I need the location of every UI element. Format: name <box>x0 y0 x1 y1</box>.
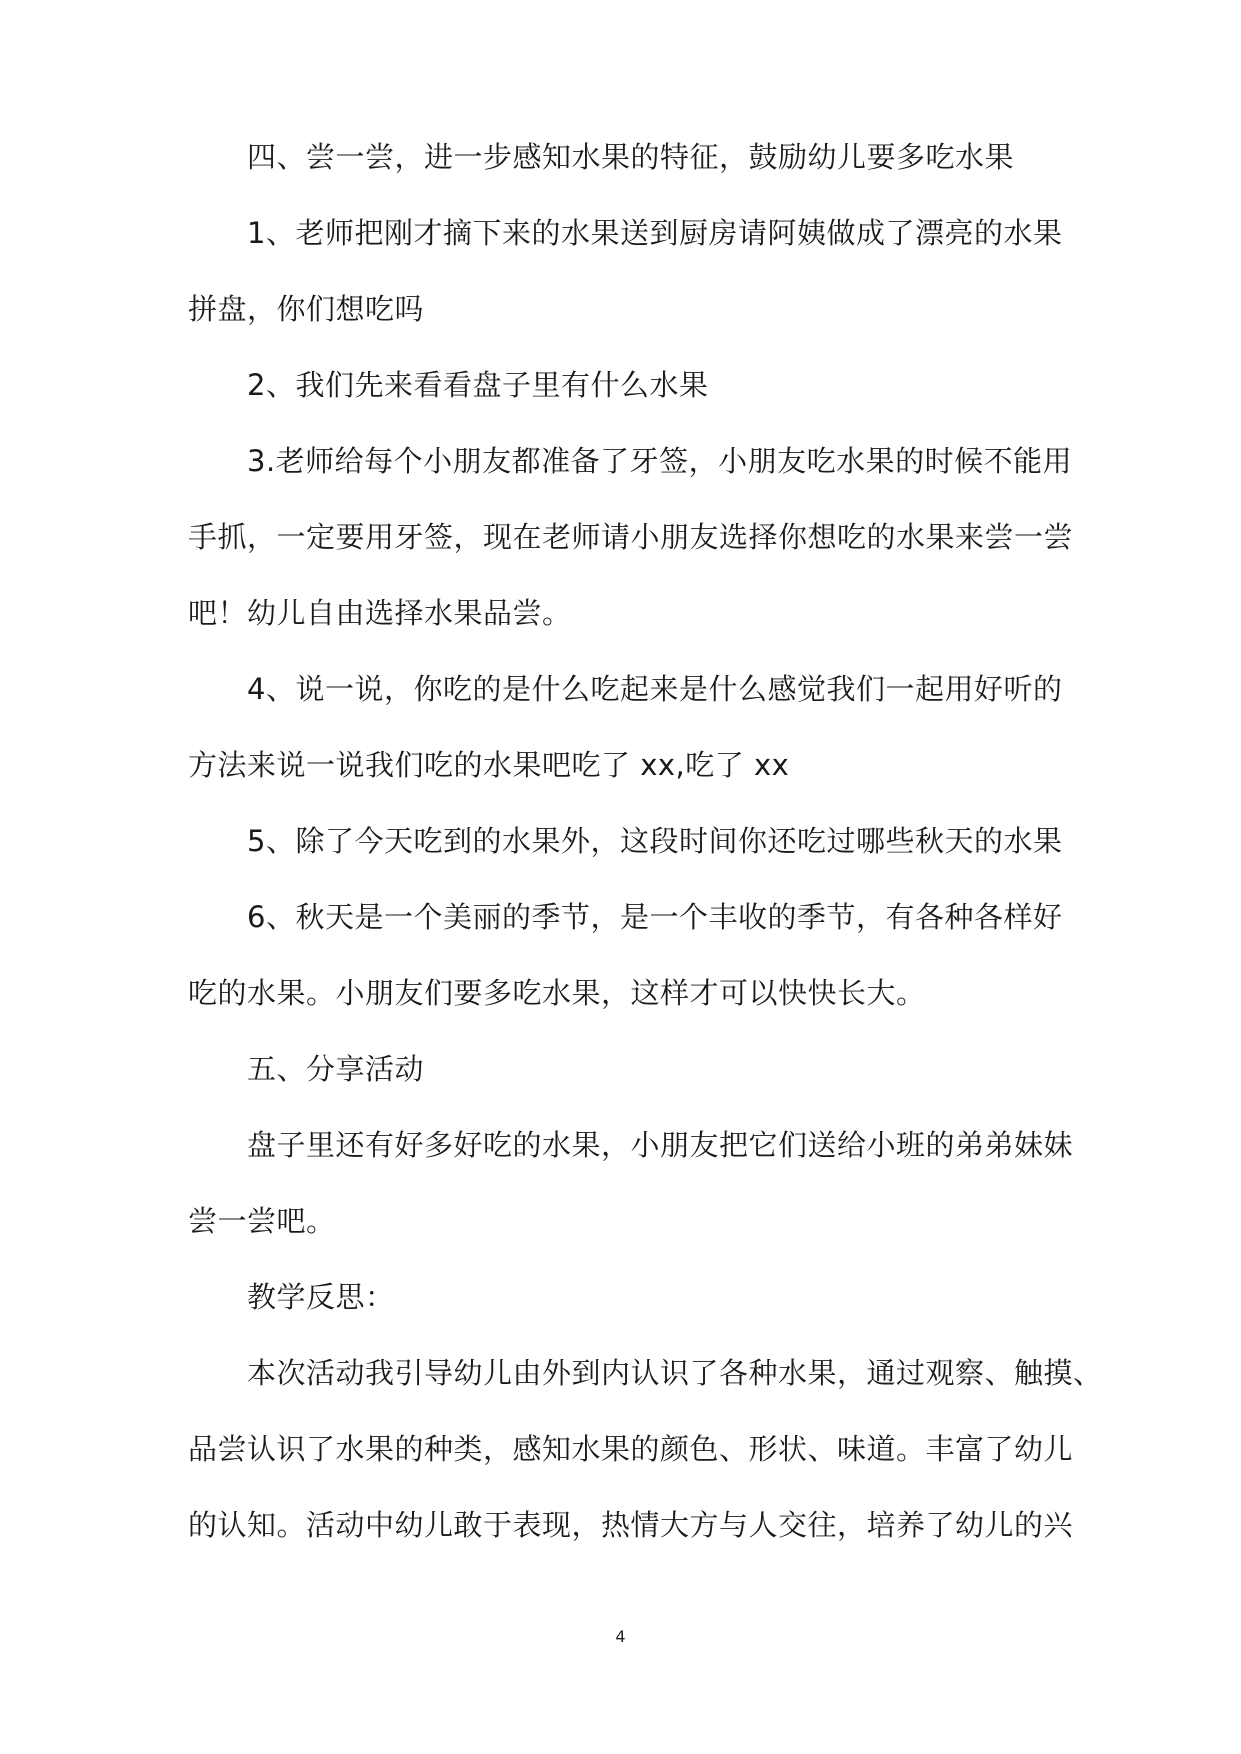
paragraph-line: 4、说一说，你吃的是什么吃起来是什么感觉我们一起用好听的 <box>247 672 1063 706</box>
paragraph-line: 1、老师把刚才摘下来的水果送到厨房请阿姨做成了漂亮的水果 <box>247 216 1063 250</box>
paragraph-line: 品尝认识了水果的种类，感知水果的颜色、形状、味道。丰富了幼儿 <box>188 1432 1074 1466</box>
paragraph-line: 吃的水果。小朋友们要多吃水果，这样才可以快快长大。 <box>188 976 926 1010</box>
paragraph-line: 拼盘，你们想吃吗 <box>188 292 425 326</box>
paragraph-line: 盘子里还有好多好吃的水果，小朋友把它们送给小班的弟弟妹妹 <box>247 1128 1074 1162</box>
section-heading-4: 四、尝一尝，进一步感知水果的特征，鼓励幼儿要多吃水果 <box>247 140 1015 174</box>
paragraph-line: 3.老师给每个小朋友都准备了牙签，小朋友吃水果的时候不能用 <box>247 444 1073 478</box>
paragraph-line: 尝一尝吧。 <box>188 1204 336 1238</box>
section-heading-reflection: 教学反思： <box>247 1280 395 1314</box>
page-number: 4 <box>615 1627 626 1646</box>
paragraph-line: 方法来说一说我们吃的水果吧吃了 xx,吃了 xx <box>188 748 790 782</box>
paragraph-line: 本次活动我引导幼儿由外到内认识了各种水果，通过观察、触摸、 <box>247 1356 1103 1390</box>
section-heading-5: 五、分享活动 <box>247 1052 425 1086</box>
paragraph-line: 5、除了今天吃到的水果外，这段时间你还吃过哪些秋天的水果 <box>247 824 1063 858</box>
paragraph-line: 手抓，一定要用牙签，现在老师请小朋友选择你想吃的水果来尝一尝 <box>188 520 1074 554</box>
document-body <box>188 138 1103 1544</box>
paragraph-line: 吧！幼儿自由选择水果品尝。 <box>188 596 572 630</box>
paragraph-line: 的认知。活动中幼儿敢于表现，热情大方与人交往，培养了幼儿的兴 <box>188 1508 1074 1542</box>
paragraph-line: 2、我们先来看看盘子里有什么水果 <box>247 368 709 402</box>
paragraph-line: 6、秋天是一个美丽的季节，是一个丰收的季节，有各种各样好 <box>247 900 1063 934</box>
